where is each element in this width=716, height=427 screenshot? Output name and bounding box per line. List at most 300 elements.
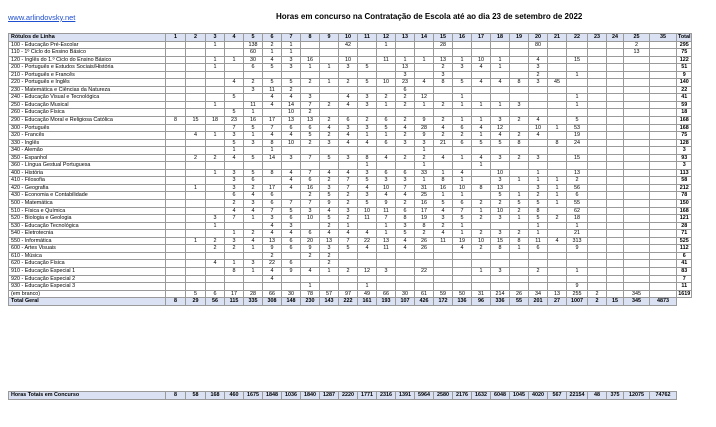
cell: 16 xyxy=(301,56,320,64)
cell xyxy=(491,147,510,155)
cell: 5 xyxy=(529,200,548,208)
cell: 426 xyxy=(415,298,434,306)
cell xyxy=(166,260,186,268)
row-total: 168 xyxy=(677,124,692,132)
cell: 2 xyxy=(529,267,548,275)
cell xyxy=(206,162,225,170)
cell: 2 xyxy=(415,230,434,238)
cell xyxy=(301,71,320,79)
table-row xyxy=(9,245,692,253)
cell: 1 xyxy=(453,101,472,109)
cell: 4 xyxy=(339,101,358,109)
cell: 4 xyxy=(396,192,415,200)
cell: 10 xyxy=(529,124,548,132)
cell: 1 xyxy=(453,177,472,185)
cell: 1 xyxy=(244,267,263,275)
cell xyxy=(472,71,491,79)
cell: 2 xyxy=(320,132,339,140)
cell xyxy=(650,207,677,215)
cell xyxy=(453,49,472,57)
cell: 33 xyxy=(415,169,434,177)
cell: 22 xyxy=(415,267,434,275)
cell xyxy=(588,94,607,102)
cell: 6 xyxy=(282,124,301,132)
cell: 9 xyxy=(377,200,396,208)
cell: 4 xyxy=(339,230,358,238)
cell: 6048 xyxy=(491,392,510,400)
cell xyxy=(166,94,186,102)
cell xyxy=(453,41,472,49)
cell: 1 xyxy=(529,177,548,185)
cell xyxy=(607,147,624,155)
cell: 55 xyxy=(510,298,529,306)
table-row xyxy=(9,283,692,291)
cell: 1 xyxy=(377,41,396,49)
cell xyxy=(607,192,624,200)
cell xyxy=(567,64,588,72)
cell xyxy=(166,162,186,170)
cell xyxy=(548,147,567,155)
cell: 5 xyxy=(453,215,472,223)
cell xyxy=(301,41,320,49)
table-row xyxy=(9,132,692,140)
cell xyxy=(529,86,548,94)
cell: 2 xyxy=(358,117,377,125)
cell: 2 xyxy=(415,154,434,162)
row-label: 400 - História xyxy=(9,169,166,177)
cell xyxy=(588,162,607,170)
cell xyxy=(472,86,491,94)
cell xyxy=(472,260,491,268)
cell xyxy=(510,222,529,230)
cell: 5 xyxy=(377,124,396,132)
cell xyxy=(650,162,677,170)
cell: 7 xyxy=(301,154,320,162)
cell xyxy=(396,49,415,57)
cell: 308 xyxy=(263,298,282,306)
cell xyxy=(225,64,244,72)
cell: 5 xyxy=(263,64,282,72)
cell xyxy=(206,230,225,238)
cell: 4 xyxy=(396,124,415,132)
cell: 1391 xyxy=(396,392,415,400)
cell: 10 xyxy=(282,139,301,147)
cell xyxy=(434,162,453,170)
cell: 6 xyxy=(263,200,282,208)
cell xyxy=(225,49,244,57)
cell xyxy=(186,41,206,49)
cell xyxy=(358,86,377,94)
cell: 4 xyxy=(339,139,358,147)
cell: 2 xyxy=(339,192,358,200)
cell xyxy=(206,71,225,79)
cell: 13 xyxy=(567,169,588,177)
cell xyxy=(472,147,491,155)
row-label: 360 - Língua Gestual Portuguesa xyxy=(9,162,166,170)
cell: 1 xyxy=(453,56,472,64)
cell: 3 xyxy=(491,154,510,162)
row-label: 320 - Francês xyxy=(9,132,166,140)
cell: 3 xyxy=(320,245,339,253)
cell: 1 xyxy=(491,64,510,72)
cell: 1 xyxy=(206,56,225,64)
cell: 1 xyxy=(491,56,510,64)
cell xyxy=(301,162,320,170)
cell xyxy=(434,94,453,102)
cell xyxy=(588,64,607,72)
cell: 15 xyxy=(186,117,206,125)
row-total: 18 xyxy=(677,109,692,117)
cell xyxy=(510,275,529,283)
cell xyxy=(650,41,677,49)
cell xyxy=(650,184,677,192)
cell: 2 xyxy=(244,184,263,192)
cell: 59 xyxy=(434,290,453,298)
table-row xyxy=(9,207,692,215)
cell xyxy=(548,71,567,79)
cell xyxy=(186,109,206,117)
cell xyxy=(588,101,607,109)
cell: 3 xyxy=(396,71,415,79)
hours-table xyxy=(8,33,692,306)
cell xyxy=(206,147,225,155)
cell: 7 xyxy=(339,184,358,192)
cell: 168 xyxy=(206,392,225,400)
cell xyxy=(206,252,225,260)
cell xyxy=(624,283,650,291)
cell: 4 xyxy=(320,207,339,215)
cell: 3 xyxy=(225,177,244,185)
cell xyxy=(166,184,186,192)
cell xyxy=(510,41,529,49)
cell: 22 xyxy=(358,237,377,245)
cell: 1 xyxy=(567,222,588,230)
cell: 20 xyxy=(529,34,548,42)
cell: 11 xyxy=(434,237,453,245)
cell: 1 xyxy=(567,267,588,275)
cell xyxy=(548,207,567,215)
cell: 17 xyxy=(225,290,244,298)
cell: 17 xyxy=(415,207,434,215)
cell: 6 xyxy=(263,192,282,200)
cell: 3 xyxy=(358,192,377,200)
cell: 9 xyxy=(263,245,282,253)
cell: 21 xyxy=(567,230,588,238)
cell xyxy=(225,101,244,109)
cell: 5 xyxy=(510,200,529,208)
cell: 9 xyxy=(320,34,339,42)
cell xyxy=(320,147,339,155)
cell: 4 xyxy=(358,184,377,192)
cell: 1 xyxy=(415,101,434,109)
cell: 2220 xyxy=(339,392,358,400)
cell: 2 xyxy=(396,94,415,102)
cell xyxy=(472,283,491,291)
cell xyxy=(206,283,225,291)
cell: 230 xyxy=(301,298,320,306)
cell: 34 xyxy=(529,290,548,298)
cell: 9 xyxy=(567,283,588,291)
cell xyxy=(607,49,624,57)
cell xyxy=(301,86,320,94)
cell: 26 xyxy=(510,290,529,298)
cell xyxy=(472,222,491,230)
cell: 2 xyxy=(529,192,548,200)
cell: 4 xyxy=(491,79,510,87)
cell xyxy=(301,49,320,57)
cell: 1 xyxy=(548,177,567,185)
cell xyxy=(225,71,244,79)
cell: 2 xyxy=(263,41,282,49)
cell: 107 xyxy=(396,298,415,306)
cell: 35 xyxy=(650,34,677,42)
cell: 201 xyxy=(529,298,548,306)
cell: 66 xyxy=(263,290,282,298)
table-row xyxy=(9,230,692,238)
cell: 1 xyxy=(225,147,244,155)
cell: 4 xyxy=(282,94,301,102)
cell xyxy=(206,184,225,192)
cell: 1 xyxy=(186,237,206,245)
cell: 9 xyxy=(415,132,434,140)
cell xyxy=(624,154,650,162)
cell: 5 xyxy=(282,79,301,87)
cell xyxy=(166,275,186,283)
cell: 5964 xyxy=(415,392,434,400)
table-row xyxy=(9,117,692,125)
cell: 2 xyxy=(301,192,320,200)
cell: 1 xyxy=(453,94,472,102)
cell xyxy=(510,267,529,275)
cell xyxy=(607,101,624,109)
cell: 10 xyxy=(377,79,396,87)
cell: 14 xyxy=(263,154,282,162)
cell xyxy=(415,260,434,268)
row-total: 6 xyxy=(677,252,692,260)
cell xyxy=(339,71,358,79)
cell: 26 xyxy=(415,237,434,245)
cell xyxy=(186,245,206,253)
cell: 1 xyxy=(244,245,263,253)
cell: 4020 xyxy=(529,392,548,400)
cell xyxy=(548,132,567,140)
cell: 1 xyxy=(434,192,453,200)
cell xyxy=(166,245,186,253)
cell: 1 xyxy=(166,34,186,42)
cell: 10 xyxy=(472,56,491,64)
cell xyxy=(510,252,529,260)
cell: 49 xyxy=(358,290,377,298)
header-row xyxy=(9,34,692,42)
cell: 12 xyxy=(377,34,396,42)
hours-row xyxy=(9,392,677,400)
cell xyxy=(320,109,339,117)
cell xyxy=(607,109,624,117)
cell xyxy=(186,169,206,177)
cell: 1 xyxy=(567,71,588,79)
cell: 2 xyxy=(320,260,339,268)
cell: 13 xyxy=(624,49,650,57)
cell: 4 xyxy=(225,154,244,162)
cell: 4 xyxy=(358,139,377,147)
cell xyxy=(624,177,650,185)
cell xyxy=(301,147,320,155)
row-total: 212 xyxy=(677,184,692,192)
cell: 1 xyxy=(244,132,263,140)
cell: 1 xyxy=(377,222,396,230)
cell xyxy=(415,283,434,291)
cell: 5 xyxy=(358,79,377,87)
cell: 3 xyxy=(282,154,301,162)
cell: 1 xyxy=(206,41,225,49)
cell xyxy=(548,275,567,283)
cell xyxy=(588,260,607,268)
cell xyxy=(377,71,396,79)
cell: 48 xyxy=(588,392,607,400)
cell: 222 xyxy=(339,298,358,306)
cell: 172 xyxy=(434,298,453,306)
cell: 9 xyxy=(567,245,588,253)
row-label: 620 - Educação Física xyxy=(9,260,166,268)
cell: 22154 xyxy=(567,392,588,400)
cell xyxy=(650,245,677,253)
cell xyxy=(624,117,650,125)
cell: 5 xyxy=(339,245,358,253)
cell xyxy=(472,177,491,185)
cell xyxy=(588,252,607,260)
cell: 6 xyxy=(396,86,415,94)
row-label: 530 - Educação Tecnológica xyxy=(9,222,166,230)
cell: 11 xyxy=(529,237,548,245)
cell: 2 xyxy=(186,154,206,162)
cell: 3 xyxy=(377,177,396,185)
cell: 2 xyxy=(339,267,358,275)
cell: 4 xyxy=(434,124,453,132)
cell: 4 xyxy=(434,154,453,162)
cell xyxy=(624,169,650,177)
cell: 10 xyxy=(491,207,510,215)
cell xyxy=(548,64,567,72)
table-row xyxy=(9,222,692,230)
cell xyxy=(166,237,186,245)
row-label: Total Geral xyxy=(9,298,166,306)
cell: 13 xyxy=(396,34,415,42)
cell: 1 xyxy=(186,184,206,192)
cell xyxy=(510,283,529,291)
cell xyxy=(529,147,548,155)
cell: 3 xyxy=(529,154,548,162)
cell xyxy=(186,147,206,155)
cell: 5 xyxy=(225,109,244,117)
site-link[interactable]: www.arlindovsky.net xyxy=(8,13,76,22)
cell: 2 xyxy=(588,298,607,306)
row-label: 430 - Economia e Contabilidade xyxy=(9,192,166,200)
cell xyxy=(396,162,415,170)
cell: 1 xyxy=(548,200,567,208)
cell xyxy=(320,49,339,57)
cell xyxy=(650,237,677,245)
cell: 1 xyxy=(491,101,510,109)
cell xyxy=(166,230,186,238)
cell: 8 xyxy=(510,79,529,87)
cell xyxy=(282,71,301,79)
row-label: 220 - Português e Inglês xyxy=(9,79,166,87)
cell xyxy=(434,147,453,155)
table-row xyxy=(9,237,692,245)
cell xyxy=(607,275,624,283)
cell xyxy=(588,86,607,94)
cell: 4 xyxy=(377,192,396,200)
cell: 17 xyxy=(472,34,491,42)
cell xyxy=(650,230,677,238)
cell xyxy=(186,56,206,64)
cell xyxy=(339,109,358,117)
cell xyxy=(588,124,607,132)
cell xyxy=(624,275,650,283)
cell xyxy=(607,86,624,94)
cell xyxy=(510,162,529,170)
cell xyxy=(607,290,624,298)
cell xyxy=(320,283,339,291)
row-label: 500 - Matemática xyxy=(9,200,166,208)
cell: 4 xyxy=(472,64,491,72)
cell xyxy=(650,177,677,185)
cell xyxy=(225,41,244,49)
row-total: 9 xyxy=(677,71,692,79)
cell: 6 xyxy=(282,245,301,253)
row-label: 520 - Biologia e Geologia xyxy=(9,215,166,223)
cell: 4 xyxy=(548,237,567,245)
cell: 1 xyxy=(244,215,263,223)
cell xyxy=(166,215,186,223)
cell xyxy=(650,94,677,102)
cell xyxy=(472,49,491,57)
cell: 1 xyxy=(206,222,225,230)
cell xyxy=(453,162,472,170)
cell xyxy=(588,132,607,140)
cell: 4 xyxy=(529,117,548,125)
cell xyxy=(377,252,396,260)
cell xyxy=(588,49,607,57)
cell: 2 xyxy=(377,94,396,102)
table-row xyxy=(9,56,692,64)
cell: 148 xyxy=(282,298,301,306)
cell xyxy=(650,260,677,268)
cell: 17 xyxy=(263,117,282,125)
cell xyxy=(282,192,301,200)
table-row xyxy=(9,267,692,275)
cell: 6 xyxy=(244,64,263,72)
cell: 8 xyxy=(491,245,510,253)
cell: 19 xyxy=(567,132,588,140)
cell xyxy=(529,275,548,283)
cell: 3 xyxy=(339,154,358,162)
cell: 1036 xyxy=(282,392,301,400)
table-row xyxy=(9,147,692,155)
cell xyxy=(186,162,206,170)
cell xyxy=(510,260,529,268)
cell xyxy=(186,283,206,291)
cell xyxy=(510,94,529,102)
cell: 28 xyxy=(415,124,434,132)
cell xyxy=(166,109,186,117)
cell: 2 xyxy=(396,101,415,109)
cell xyxy=(491,162,510,170)
cell xyxy=(377,162,396,170)
cell xyxy=(624,86,650,94)
cell xyxy=(206,267,225,275)
cell: 7 xyxy=(301,169,320,177)
